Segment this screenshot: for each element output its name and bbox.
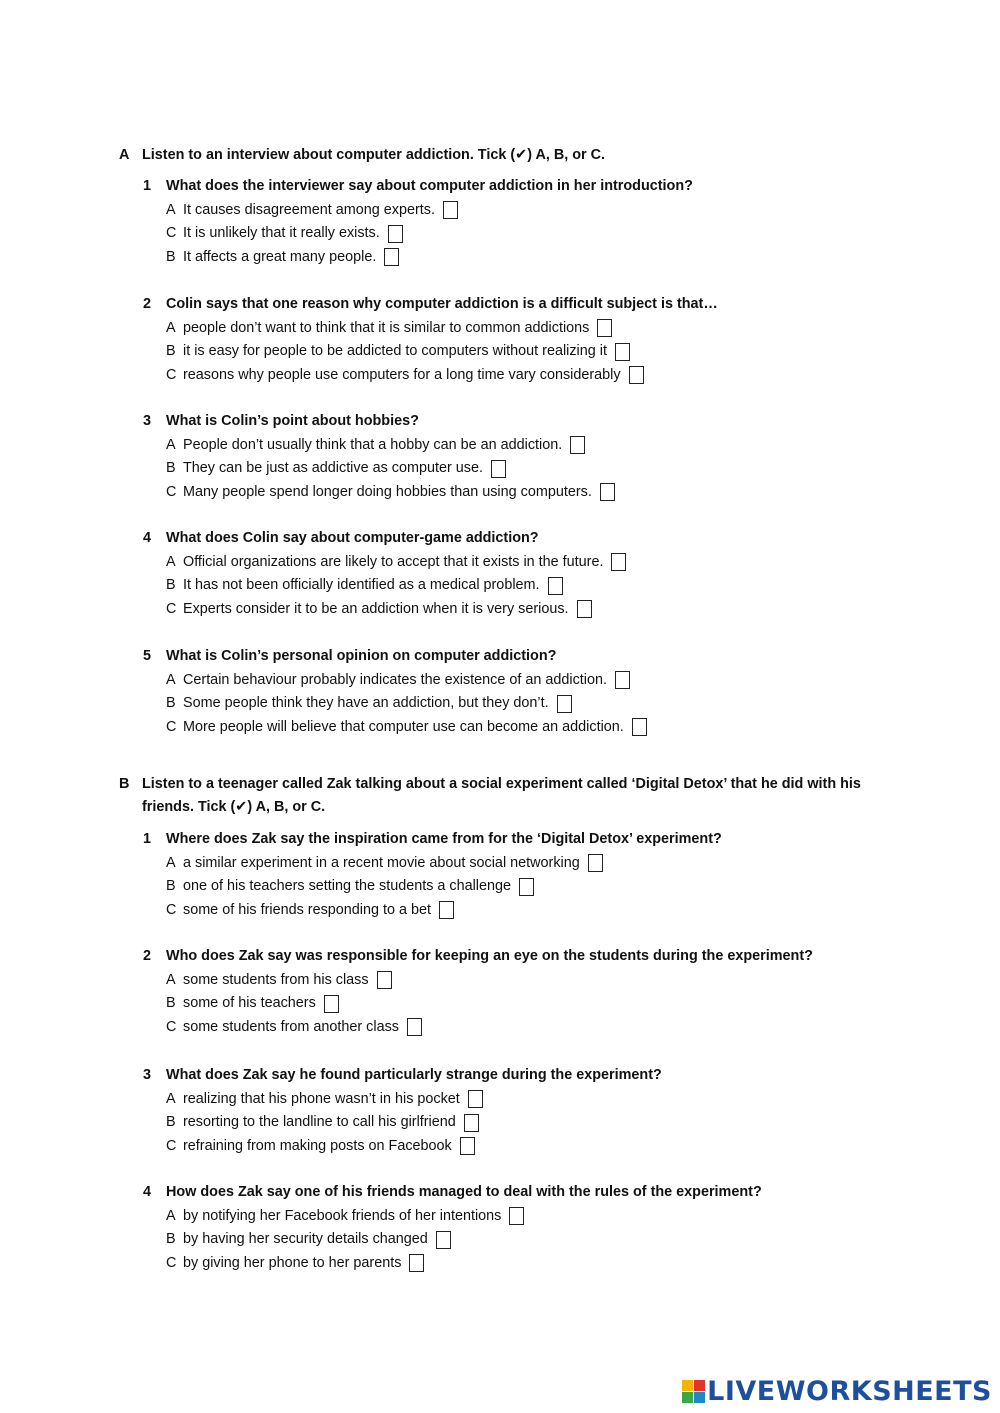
tick-checkbox[interactable] bbox=[384, 248, 399, 266]
option-row bbox=[166, 1205, 863, 1229]
option-row bbox=[166, 457, 863, 481]
question-number: 3 bbox=[143, 1067, 152, 1083]
option-text: it is easy for people to be addicted to computers without realizing it bbox=[183, 343, 607, 359]
tick-checkbox[interactable] bbox=[570, 436, 585, 454]
section-instruction: Listen to an interview about computer addiction. Tick (✔) A, B, or C. bbox=[142, 147, 606, 163]
option-letter: A bbox=[166, 319, 176, 336]
question-number: 1 bbox=[143, 831, 152, 847]
option-row bbox=[166, 969, 863, 993]
option-text: resorting to the landline to call his girlfriend bbox=[183, 1114, 456, 1130]
tick-checkbox[interactable] bbox=[597, 319, 612, 337]
option-letter: B bbox=[166, 995, 176, 1011]
question-b3 bbox=[143, 1064, 863, 1158]
option-row bbox=[166, 598, 863, 622]
question-text: How does Zak say one of his friends managed to deal with the rules of the experiment? bbox=[166, 1184, 762, 1200]
option-text: by having her security details changed bbox=[183, 1231, 428, 1247]
question-number: 5 bbox=[143, 648, 152, 664]
option-row bbox=[166, 246, 863, 270]
option-letter: B bbox=[166, 343, 176, 359]
question-a3 bbox=[143, 410, 863, 504]
tick-checkbox[interactable] bbox=[468, 1090, 483, 1108]
option-row bbox=[166, 1228, 863, 1252]
question-number: 4 bbox=[143, 1184, 152, 1200]
question-line bbox=[143, 945, 863, 969]
question-number: 1 bbox=[143, 178, 152, 194]
tick-checkbox[interactable] bbox=[632, 718, 647, 736]
section-letter: A bbox=[119, 147, 130, 163]
question-number: 2 bbox=[143, 948, 152, 964]
option-letter: C bbox=[166, 366, 177, 383]
option-row bbox=[166, 222, 863, 246]
option-row bbox=[166, 875, 863, 899]
section-letter: B bbox=[119, 776, 130, 792]
option-row bbox=[166, 1111, 863, 1135]
question-line bbox=[143, 175, 863, 199]
question-text: Where does Zak say the inspiration came from for the ‘Digital Detox’ experiment? bbox=[166, 831, 722, 847]
option-text: Official organizations are likely to accept that it exists in the future. bbox=[183, 553, 604, 570]
logo-tile bbox=[694, 1392, 705, 1403]
option-text: Some people think they have an addiction, but they don’t. bbox=[183, 695, 549, 711]
option-letter: C bbox=[166, 225, 177, 241]
option-text: It causes disagreement among experts. bbox=[183, 201, 435, 218]
option-letter: C bbox=[166, 1018, 177, 1035]
tick-checkbox[interactable] bbox=[436, 1231, 451, 1249]
option-text: a similar experiment in a recent movie about social networking bbox=[183, 854, 580, 871]
question-line bbox=[143, 527, 863, 551]
option-row bbox=[166, 317, 863, 341]
logo-tile bbox=[694, 1380, 705, 1391]
option-letter: A bbox=[166, 201, 176, 218]
option-letter: A bbox=[166, 1207, 176, 1224]
tick-checkbox[interactable] bbox=[491, 460, 506, 478]
tick-checkbox[interactable] bbox=[443, 201, 458, 219]
option-text: some students from another class bbox=[183, 1018, 399, 1035]
tick-checkbox[interactable] bbox=[588, 854, 603, 872]
option-letter: B bbox=[166, 695, 176, 711]
option-text: refraining from making posts on Facebook bbox=[183, 1137, 452, 1154]
tick-checkbox[interactable] bbox=[611, 553, 626, 571]
option-text: They can be just as addictive as computer use. bbox=[183, 460, 483, 476]
option-letter: A bbox=[166, 1090, 176, 1107]
option-letter: B bbox=[166, 248, 176, 265]
option-text: Certain behaviour probably indicates the existence of an addiction. bbox=[183, 671, 607, 688]
option-letter: C bbox=[166, 1137, 177, 1154]
option-text: by notifying her Facebook friends of her intentions bbox=[183, 1207, 502, 1224]
option-row bbox=[166, 1252, 863, 1276]
option-row bbox=[166, 481, 863, 505]
option-row bbox=[166, 716, 863, 740]
section-a-heading bbox=[119, 144, 889, 167]
tick-checkbox[interactable] bbox=[548, 577, 563, 595]
option-row bbox=[166, 692, 863, 716]
option-text: some of his teachers bbox=[183, 995, 316, 1011]
logo-tile bbox=[682, 1392, 693, 1403]
option-row bbox=[166, 434, 863, 458]
option-row bbox=[166, 199, 863, 223]
option-letter: A bbox=[166, 436, 176, 453]
option-text: by giving her phone to her parents bbox=[183, 1254, 402, 1271]
question-line bbox=[143, 828, 863, 852]
question-text: What is Colin’s point about hobbies? bbox=[166, 413, 419, 429]
tick-checkbox[interactable] bbox=[377, 971, 392, 989]
tick-checkbox[interactable] bbox=[509, 1207, 524, 1225]
question-text: What does Colin say about computer-game addiction? bbox=[166, 530, 539, 546]
option-text: Many people spend longer doing hobbies than using computers. bbox=[183, 483, 592, 500]
section-instruction: Listen to a teenager called Zak talking about a social experiment called ‘Digital Detox’ that he did with his friends. Tick (✔) A, B, or C. bbox=[142, 776, 861, 815]
option-row bbox=[166, 340, 863, 364]
tick-checkbox[interactable] bbox=[629, 366, 644, 384]
question-line bbox=[143, 645, 863, 669]
option-letter: B bbox=[166, 878, 176, 894]
option-row bbox=[166, 1016, 863, 1040]
tick-checkbox[interactable] bbox=[577, 600, 592, 618]
question-a2 bbox=[143, 293, 863, 387]
question-a1 bbox=[143, 175, 863, 269]
option-text: People don’t usually think that a hobby can be an addiction. bbox=[183, 436, 563, 453]
question-number: 2 bbox=[143, 296, 152, 312]
tick-checkbox[interactable] bbox=[407, 1018, 422, 1036]
option-letter: C bbox=[166, 1254, 177, 1271]
option-letter: B bbox=[166, 577, 176, 593]
option-letter: B bbox=[166, 1114, 176, 1130]
option-letter: B bbox=[166, 460, 176, 476]
tick-checkbox[interactable] bbox=[409, 1254, 424, 1272]
option-row bbox=[166, 992, 863, 1016]
logo-text: LIVEWORKSHEETS bbox=[707, 1376, 992, 1407]
option-letter: B bbox=[166, 1231, 176, 1247]
question-text: What does Zak say he found particularly strange during the experiment? bbox=[166, 1067, 662, 1083]
option-letter: C bbox=[166, 483, 177, 500]
tick-checkbox[interactable] bbox=[464, 1114, 479, 1132]
question-b4 bbox=[143, 1181, 863, 1275]
option-text: It affects a great many people. bbox=[183, 248, 377, 265]
logo-mark-icon bbox=[682, 1380, 705, 1403]
question-a5 bbox=[143, 645, 863, 739]
tick-checkbox[interactable] bbox=[519, 878, 534, 896]
tick-checkbox[interactable] bbox=[600, 483, 615, 501]
question-b2 bbox=[143, 945, 863, 1039]
option-row bbox=[166, 899, 863, 923]
tick-checkbox[interactable] bbox=[439, 901, 454, 919]
liveworksheets-logo bbox=[682, 1376, 992, 1407]
option-row bbox=[166, 669, 863, 693]
question-line bbox=[143, 410, 863, 434]
tick-checkbox[interactable] bbox=[324, 995, 339, 1013]
question-line bbox=[143, 1181, 863, 1205]
option-letter: A bbox=[166, 854, 176, 871]
option-text: Experts consider it to be an addiction when it is very serious. bbox=[183, 600, 569, 617]
logo-tile bbox=[682, 1380, 693, 1391]
option-letter: A bbox=[166, 971, 176, 988]
option-row bbox=[166, 1088, 863, 1112]
option-row bbox=[166, 852, 863, 876]
option-text: More people will believe that computer use can become an addiction. bbox=[183, 718, 624, 735]
option-row bbox=[166, 551, 863, 575]
option-row bbox=[166, 1135, 863, 1159]
question-line bbox=[143, 293, 863, 317]
option-row bbox=[166, 364, 863, 388]
question-text: Colin says that one reason why computer addiction is a difficult subject is that… bbox=[166, 296, 718, 312]
option-text: one of his teachers setting the students a challenge bbox=[183, 878, 512, 894]
option-letter: C bbox=[166, 600, 177, 617]
tick-checkbox[interactable] bbox=[460, 1137, 475, 1155]
option-letter: C bbox=[166, 901, 177, 918]
option-row bbox=[166, 574, 863, 598]
option-text: reasons why people use computers for a long time vary considerably bbox=[183, 366, 621, 383]
option-text: It is unlikely that it really exists. bbox=[183, 225, 380, 241]
question-text: What is Colin’s personal opinion on computer addiction? bbox=[166, 648, 557, 664]
tick-checkbox[interactable] bbox=[388, 225, 403, 243]
tick-checkbox[interactable] bbox=[615, 343, 630, 361]
question-text: Who does Zak say was responsible for keeping an eye on the students during the experiment? bbox=[166, 948, 813, 964]
question-number: 3 bbox=[143, 413, 152, 429]
option-text: people don’t want to think that it is similar to common addictions bbox=[183, 319, 590, 336]
question-text: What does the interviewer say about computer addiction in her introduction? bbox=[166, 178, 693, 194]
option-letter: A bbox=[166, 671, 176, 688]
section-b-heading bbox=[119, 773, 889, 819]
tick-checkbox[interactable] bbox=[557, 695, 572, 713]
tick-checkbox[interactable] bbox=[615, 671, 630, 689]
question-number: 4 bbox=[143, 530, 152, 546]
option-letter: C bbox=[166, 718, 177, 735]
option-text: realizing that his phone wasn’t in his pocket bbox=[183, 1090, 460, 1107]
option-letter: A bbox=[166, 553, 176, 570]
question-line bbox=[143, 1064, 863, 1088]
option-text: some students from his class bbox=[183, 971, 369, 988]
question-b1 bbox=[143, 828, 863, 922]
option-text: some of his friends responding to a bet bbox=[183, 901, 431, 918]
question-a4 bbox=[143, 527, 863, 621]
option-text: It has not been officially identified as a medical problem. bbox=[183, 577, 540, 593]
